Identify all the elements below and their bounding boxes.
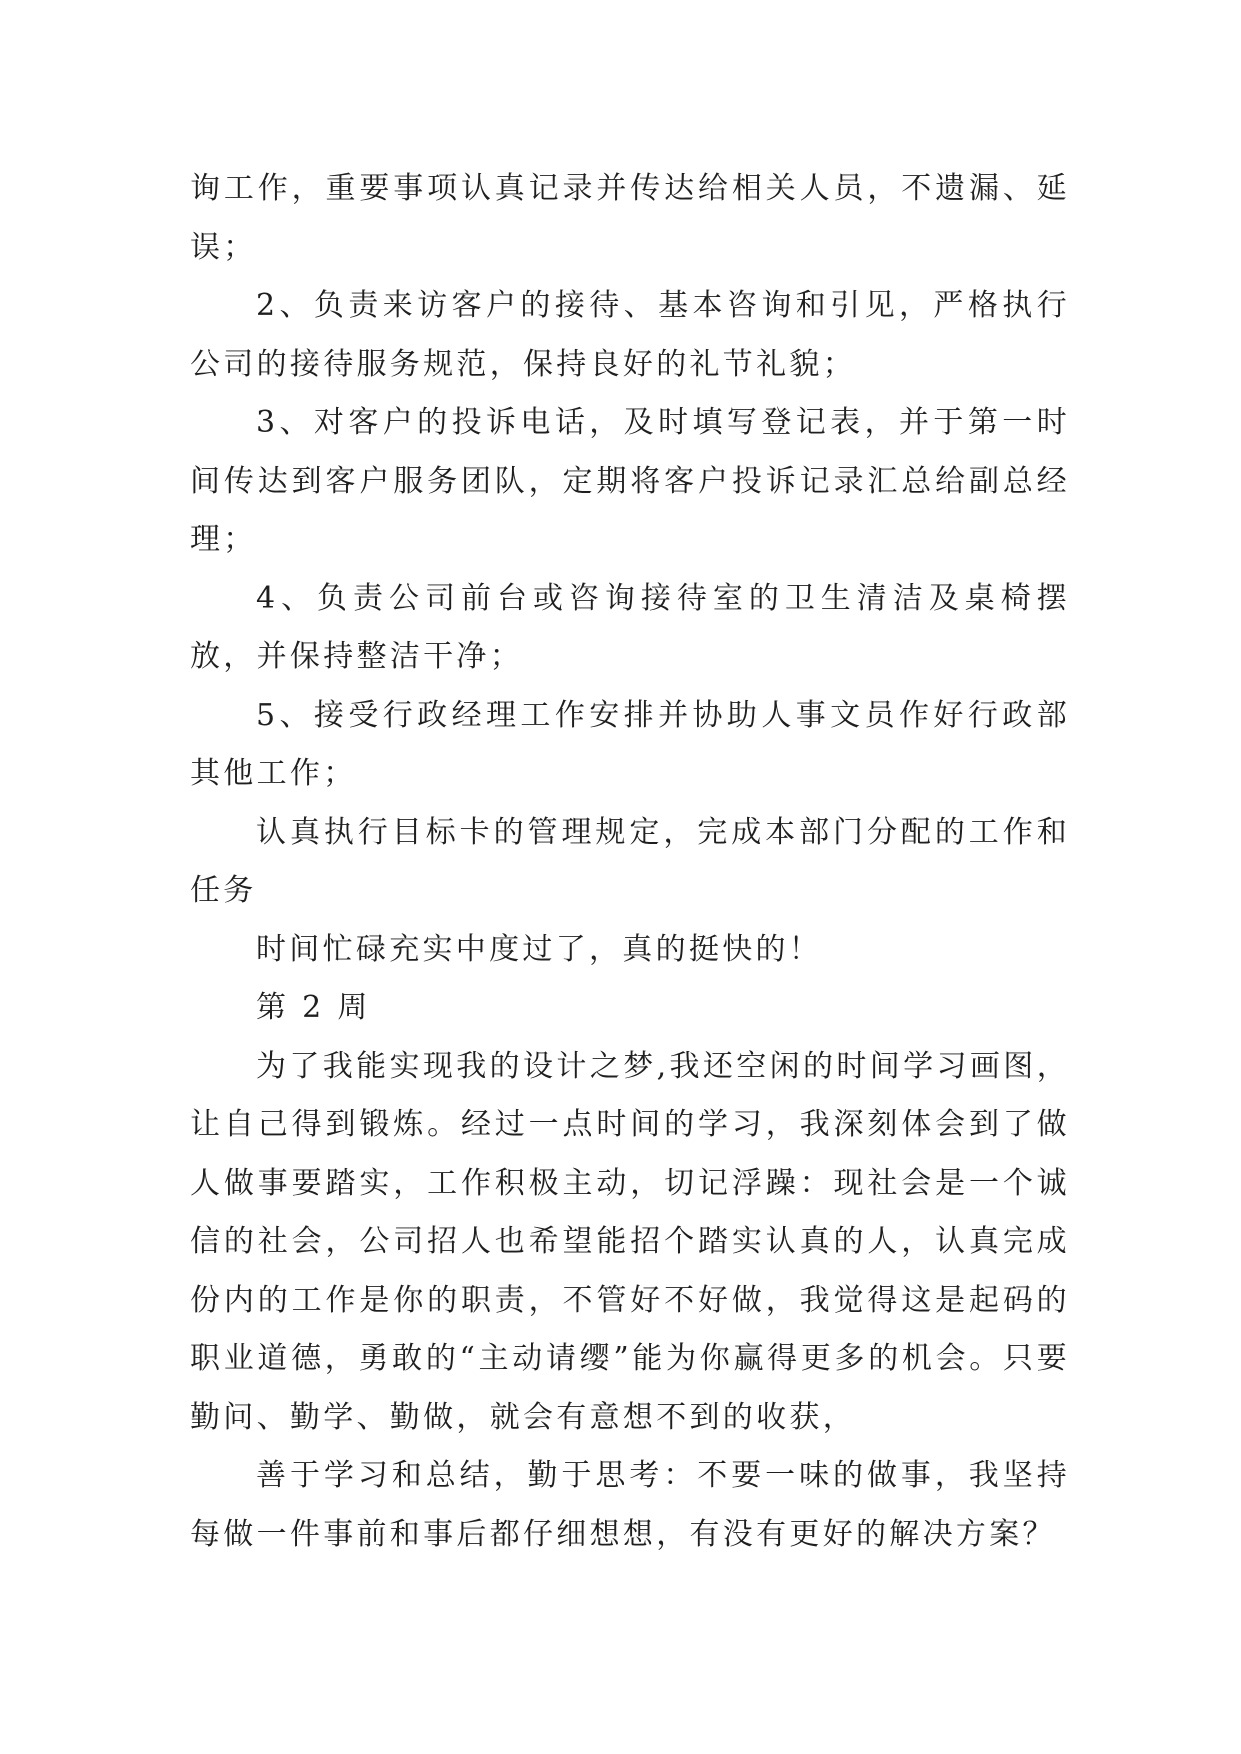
paragraph-7: 时间忙碌充实中度过了，真的挺快的！	[256, 931, 823, 967]
paragraph-1: 询工作，重要事项认真记录并传达给相关人员，不遗漏、延误；	[190, 171, 1070, 265]
section-heading-week-2: 第 2 周	[256, 990, 371, 1025]
paragraph-2: 2、负责来访客户的接待、基本咨询和引见，严格执行公司的接待服务规范，保持良好的礼节礼貌；	[190, 288, 1070, 382]
paragraph-6: 认真执行目标卡的管理规定，完成本部门分配的工作和任务	[190, 814, 1070, 908]
paragraph-5: 5、接受行政经理工作安排并协助人事文员作好行政部其他工作；	[190, 697, 1070, 791]
paragraph-4: 4、负责公司前台或咨询接待室的卫生清洁及桌椅摆放，并保持整洁干净；	[190, 580, 1070, 674]
paragraph-10: 善于学习和总结，勤于思考：不要一味的做事，我坚持每做一件事前和事后都仔细想想，有没有更好的解决方案？	[190, 1458, 1070, 1552]
paragraph-3: 3、对客户的投诉电话，及时填写登记表，并于第一时间传达到客户服务团队，定期将客户投诉记录汇总给副总经理；	[190, 405, 1070, 557]
document-body	[190, 160, 1070, 1564]
paragraph-9: 为了我能实现我的设计之梦,我还空闲的时间学习画图，让自己得到锻炼。经过一点时间的学习，我深刻体会到了做人做事要踏实，工作积极主动，切记浮躁：现社会是一个诚信的社会，公司招人也希望能招个踏实认真的人，认真完成份内的工作是你的职责，不管好不好做，我觉得这是起码的职业道德，勇敢的“主动请缨”能为你赢得更多的机会。只要勤问、勤学、勤做，就会有意想不到的收获，	[190, 1048, 1070, 1435]
